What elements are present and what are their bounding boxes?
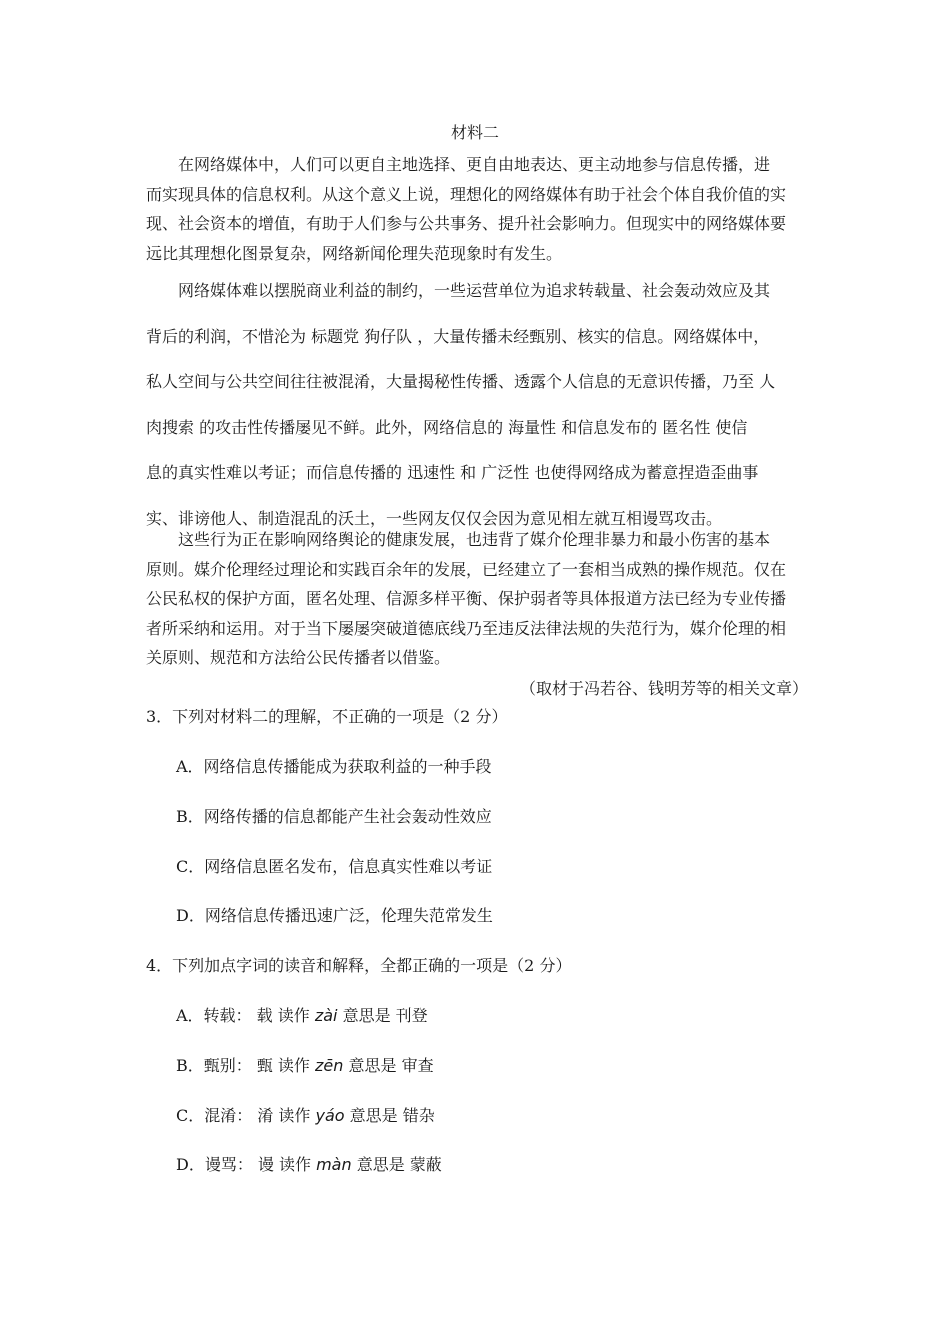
question-4-stem: 4．下列加点字词的读音和解释，全都正确的一项是（2 分） <box>146 956 572 975</box>
question-3-stem: 3．下列对材料二的理解，不正确的一项是（2 分） <box>146 707 508 726</box>
paragraph-line: 息的真实性难以考证；而信息传播的 迅速性 和 广泛性 也使得网络成为蓄意捏造歪曲事 <box>146 463 759 482</box>
option-text: 意思是 错杂 <box>344 1106 435 1125</box>
paragraph-line: 实、诽谤他人、制造混乱的沃土，一些网友仅仅会因为意见相左就互相谩骂攻击。 <box>146 508 723 528</box>
paragraph-line: 网络媒体难以摆脱商业利益的制约，一些运营单位为追求转载量、社会轰动效应及其 <box>178 281 771 300</box>
paragraph-3 <box>146 525 808 673</box>
pinyin: zài <box>314 1006 338 1025</box>
paragraph-line: 这些行为正在影响网络舆论的健康发展，也违背了媒介伦理非暴力和最小伤害的基本 <box>178 530 771 549</box>
option-text: D．谩骂： 谩 读作 <box>176 1155 317 1174</box>
source-citation: （取材于冯若谷、钱明芳等的相关文章） <box>519 679 808 698</box>
question-4-option-d <box>176 1152 442 1175</box>
material-title: 材料二 <box>450 123 499 142</box>
question-3-option-c: C．网络信息匿名发布，信息真实性难以考证 <box>176 857 493 876</box>
pinyin: màn <box>316 1155 352 1174</box>
question-3-option-d: D．网络信息传播迅速广泛，伦理失范常发生 <box>176 906 493 925</box>
paragraph-line: 公民私权的保护方面，匿名处理、信源多样平衡、保护弱者等具体报道方法已经为专业传播 <box>146 589 787 608</box>
paragraph-line: 关原则、规范和方法给公民传播者以借鉴。 <box>146 648 451 667</box>
paragraph-line: 远比其理想化图景复杂，网络新闻伦理失范现象时有发生。 <box>146 243 563 263</box>
pinyin: zēn <box>315 1056 344 1075</box>
question-4-option-b <box>176 1053 434 1076</box>
question-3-option-a: A．网络信息传播能成为获取利益的一种手段 <box>176 757 492 776</box>
paragraph-1 <box>146 150 808 268</box>
question-4-option-a <box>176 1003 428 1026</box>
option-text: 意思是 刊登 <box>337 1006 428 1025</box>
option-text: 意思是 审查 <box>343 1056 434 1075</box>
option-text: 意思是 蒙蔽 <box>351 1155 442 1174</box>
paragraph-line: 现、社会资本的增值，有助于人们参与公共事务、提升社会影响力。但现实中的网络媒体要 <box>146 214 787 233</box>
paragraph-line: 肉搜索 的攻击性传播屡见不鲜。此外，网络信息的 海量性 和信息发布的 匿名性 使信 <box>146 417 748 437</box>
paragraph-line: 在网络媒体中，人们可以更自主地选择、更自由地表达、更主动地参与信息传播，进 <box>178 155 771 174</box>
option-text: C．混淆： 淆 读作 <box>176 1106 316 1125</box>
paragraph-line: 者所采纳和运用。对于当下屡屡突破道德底线乃至违反法律法规的失范行为，媒介伦理的相 <box>146 618 787 638</box>
paragraph-line: 原则。媒介伦理经过理论和实践百余年的发展，已经建立了一套相当成熟的操作规范。仅在 <box>146 559 787 579</box>
question-4-option-c <box>176 1103 435 1126</box>
paragraph-line: 背后的利润，不惜沦为 标题党 狗仔队 ，大量传播未经甄别、核实的信息。网络媒体中， <box>146 326 770 346</box>
paragraph-line: 私人空间与公共空间往往被混淆，大量揭秘性传播、透露个人信息的无意识传播，乃至 人 <box>146 372 776 391</box>
option-text: A．转载： 载 读作 <box>176 1006 315 1025</box>
option-text: B．甄别： 甄 读作 <box>176 1056 316 1075</box>
paragraph-2 <box>146 268 808 541</box>
paragraph-line: 而实现具体的信息权利。从这个意义上说，理想化的网络媒体有助于社会个体自我价值的实 <box>146 184 787 204</box>
question-3-option-b: B．网络传播的信息都能产生社会轰动性效应 <box>176 807 492 826</box>
pinyin: yáo <box>315 1106 345 1125</box>
